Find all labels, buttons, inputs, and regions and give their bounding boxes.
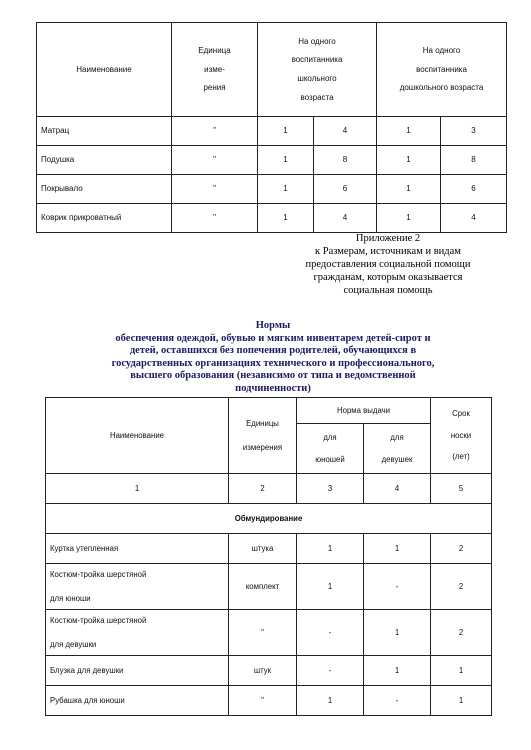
col-boys-header: для юношей <box>297 424 364 474</box>
col-school-header: На одного воспитанника школьного возраста <box>258 23 377 117</box>
col-preschool-header: На одного воспитанника дошкольного возраста <box>377 23 507 117</box>
document-title: Нормы обеспечения одеждой, обувью и мягким инвентарем детей-сирот и детей, оставшихся без попечения родителей, обучающихся в государственных организациях технического и профессионального, высшего образования (независимо от типа и ведомственной подчиненности) <box>111 320 435 394</box>
col-unit-header: Единицы измерения <box>229 398 297 474</box>
table-row: Подушка " 1 8 1 8 <box>37 146 507 175</box>
table-row: Покрывало " 1 6 1 6 <box>37 175 507 204</box>
column-numbers-row: 1 2 3 4 5 <box>46 474 492 504</box>
section-heading: Обмундирование <box>46 504 492 534</box>
col-name-header: Наименование <box>46 398 229 474</box>
col-unit-header: Единица изме- рения <box>172 23 258 117</box>
table-row: Рубашка для юноши " 1 - 1 <box>46 686 492 716</box>
table-row: Костюм-тройка шерстяной для юноши комплект 1 - 2 <box>46 564 492 610</box>
appendix-note: Приложение 2 к Размерам, источникам и видам предоставления социальной помощи гражданам, которым оказывается социальная помощь <box>305 233 471 296</box>
table-row: Куртка утепленная штука 1 1 2 <box>46 534 492 564</box>
col-girls-header: для девушек <box>364 424 431 474</box>
col-term-header: Срок носки (лет) <box>431 398 492 474</box>
table-row: Коврик прикроватный " 1 4 1 4 <box>37 204 507 233</box>
table-row: Костюм-тройка шерстяной для девушки " - 1 2 <box>46 610 492 656</box>
table-row: Блузка для девушки штук - 1 1 <box>46 656 492 686</box>
col-name-header: Наименование <box>37 23 172 117</box>
table-row: Матрац " 1 4 1 3 <box>37 117 507 146</box>
bedding-norms-table <box>36 22 507 233</box>
col-norm-header: Норма выдачи <box>297 398 431 424</box>
clothing-norms-table <box>45 397 492 716</box>
